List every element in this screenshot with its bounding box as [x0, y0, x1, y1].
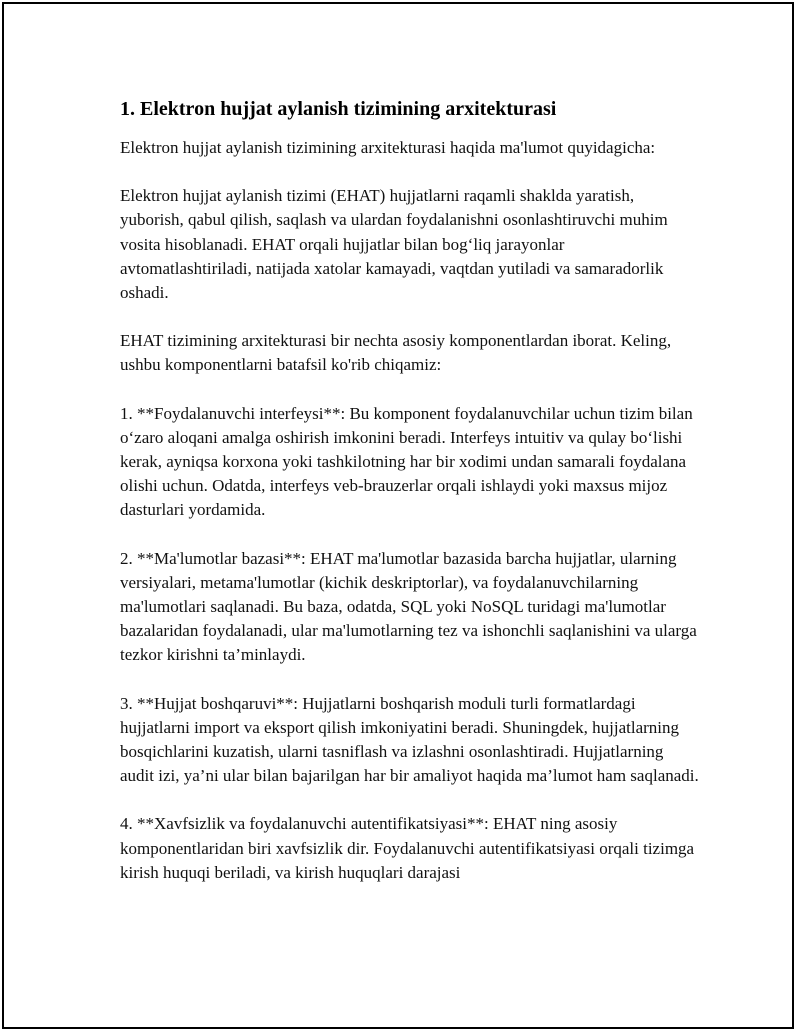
ehat-definition-paragraph: Elektron hujjat aylanish tizimi (EHAT) hujjatlarni raqamli shaklda yaratish, yuborish, qabul qilish, saqlash va ulardan foydalanishni osonlashtiruvchi muhim vosita hisoblanadi. EHAT orqali hujjatlar bilan bog‘liq jarayonlar avtomatlashtiriladi, natijada xatolar kamayadi, vaqtdan yutiladi va samaradorlik oshadi.	[120, 186, 668, 303]
page-frame	[2, 2, 794, 1029]
database-paragraph: 2. **Ma'lumotlar bazasi**: EHAT ma'lumotlar bazasida barcha hujjatlar, ularning versiyalari, metama'lumotlar (kichik deskriptorlar), va foydalanuvchilarning ma'lumotlari saqlanadi. Bu baza, odatda, SQL yoki NoSQL turidagi ma'lumotlar bazalaridan foydalanadi, ular ma'lumotlarning tez va ishonchli saqlanishini va ularga tezkor kirishni ta’minlaydi.	[120, 548, 697, 665]
section-heading: 1. Elektron hujjat aylanish tizimining arxitekturasi	[120, 98, 557, 120]
architecture-overview-paragraph: EHAT tizimining arxitekturasi bir nechta asosiy komponentlardan iborat. Keling, ushbu komponentlarni batafsil ko'rib chiqamiz:	[120, 331, 672, 375]
user-interface-paragraph: 1. **Foydalanuvchi interfeysi**: Bu komponent foydalanuvchilar uchun tizim bilan o‘zaro aloqani amalga oshirish imkonini beradi. Interfeys intuitiv va qulay bo‘lishi kerak, ayniqsa korxona yoki tashkilotning har bir xodimi undan samarali foydalana olishi uchun. Odatda, interfeys veb-brauzerlar orqali ishlaydi yoki maxsus mijoz dasturlari yordamida.	[120, 403, 693, 520]
document-body	[120, 96, 700, 909]
security-paragraph: 4. **Xavfsizlik va foydalanuvchi autentifikatsiyasi**: EHAT ning asosiy komponentlaridan biri xavfsizlik dir. Foydalanuvchi autentifikatsiyasi orqali tizimga kirish huquqi beriladi, va kirish huquqlari darajasi	[120, 814, 695, 882]
intro-paragraph: Elektron hujjat aylanish tizimining arxitekturasi haqida ma'lumot quyidagicha:	[120, 138, 656, 157]
document-management-paragraph: 3. **Hujjat boshqaruvi**: Hujjatlarni boshqarish moduli turli formatlardagi hujjatlarni import va eksport qilish imkoniyatini beradi. Shuningdek, hujjatlarning bosqichlarini kuzatish, ularni tasniflash va izlashni osonlashtiradi. Hujjatlarning audit izi, ya’ni ular bilan bajarilgan har bir amaliyot haqida ma’lumot ham saqlanadi.	[120, 693, 699, 786]
